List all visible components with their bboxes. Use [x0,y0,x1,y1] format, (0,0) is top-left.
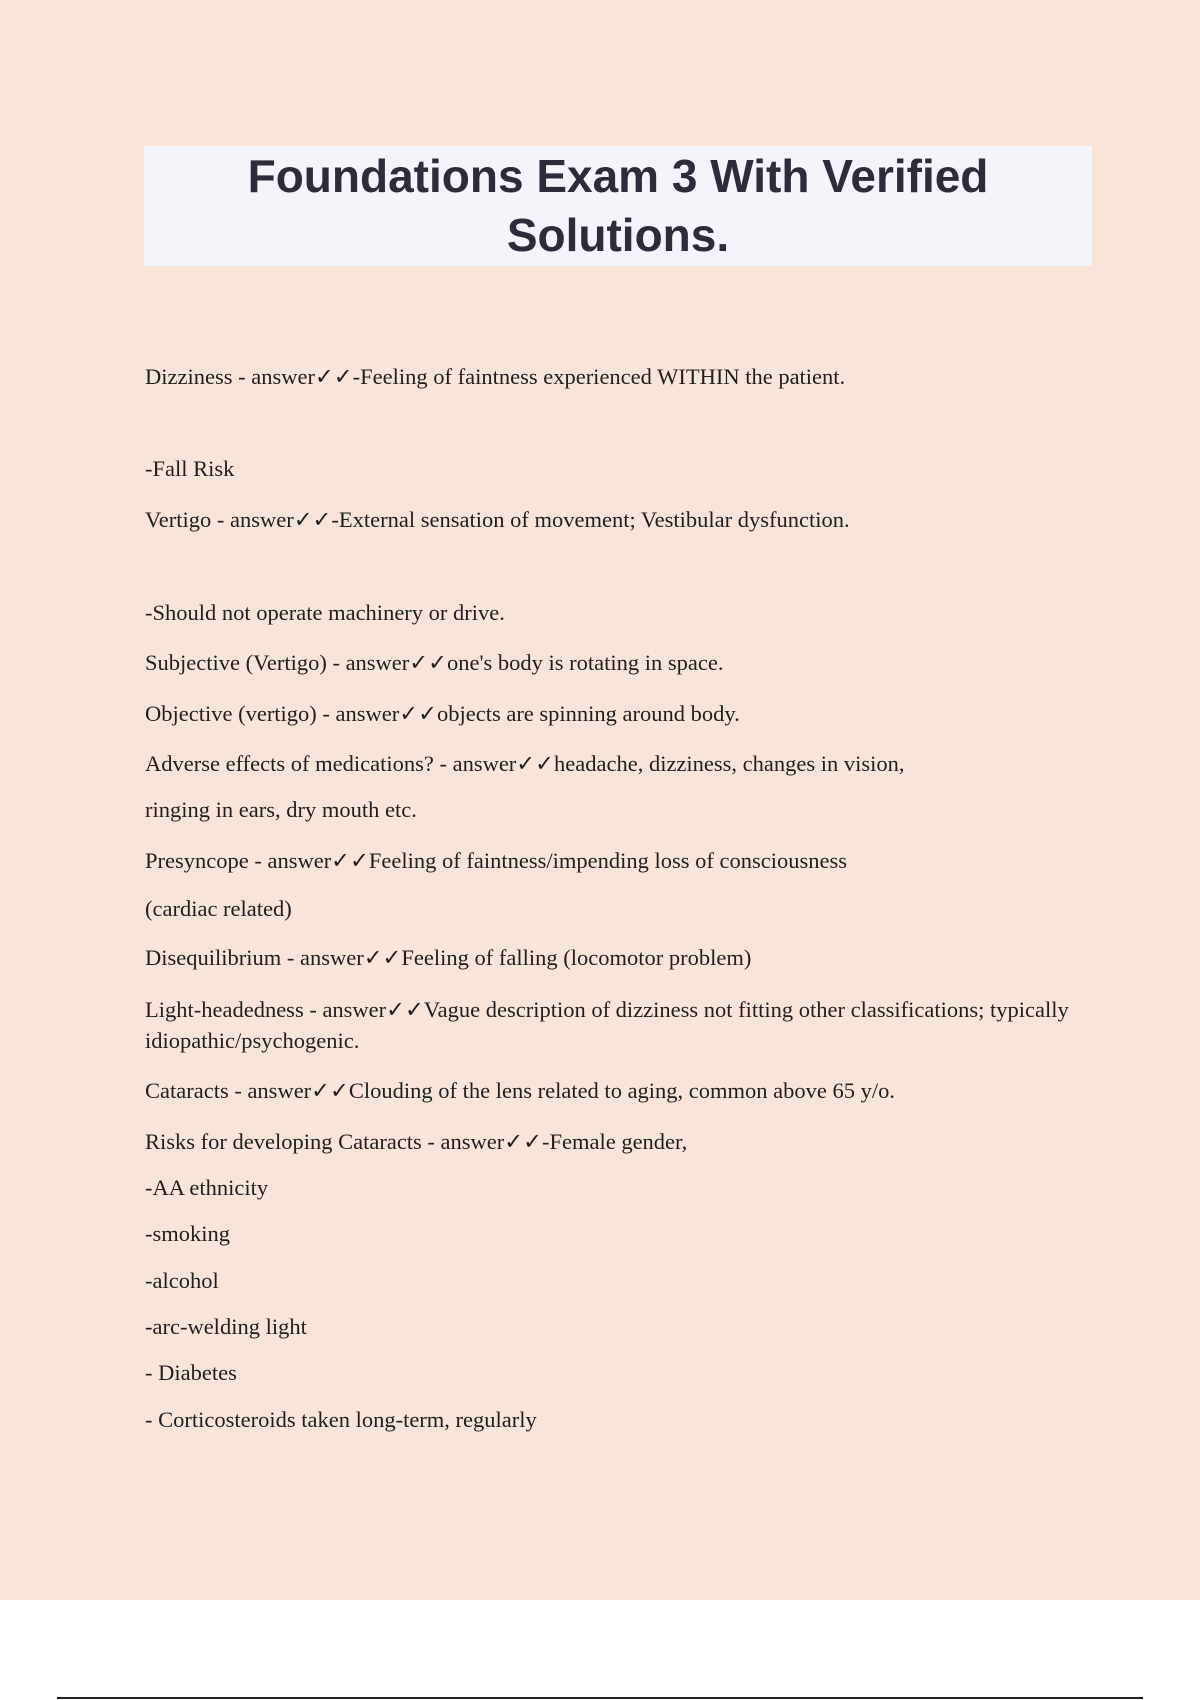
list-item-aa-ethnicity: -AA ethnicity [145,1175,269,1200]
list-item-smoking: -smoking [145,1221,231,1246]
title-banner [144,146,1092,266]
text-line-no-machinery: -Should not operate machinery or drive. [145,600,505,625]
list-item-alcohol: -alcohol [145,1268,219,1293]
text-line-cataracts: Cataracts - answer✓✓Clouding of the lens related to aging, common above 65 y/o. [145,1078,896,1103]
text-line-presyncope: Presyncope - answer✓✓Feeling of faintness/impending loss of consciousness [145,848,847,873]
text-line-disequilibrium: Disequilibrium - answer✓✓Feeling of falling (locomotor problem) [145,945,752,970]
list-item-arc-welding: -arc-welding light [145,1314,307,1339]
text-line-adverse-effects: Adverse effects of medications? - answer✓✓headache, dizziness, changes in vision, [145,751,905,776]
text-line-light-headedness: Light-headedness - answer✓✓Vague description of dizziness not fitting other classifications; typically idiopathic/psychogenic. [145,997,1069,1053]
list-item-corticosteroids: - Corticosteroids taken long-term, regularly [145,1407,537,1432]
page-bottom-rule [57,1697,1143,1699]
text-line-vertigo: Vertigo - answer✓✓-External sensation of movement; Vestibular dysfunction. [145,507,850,532]
document-title: Foundations Exam 3 With Verified Solutions. [247,150,989,261]
text-line-subjective-vertigo: Subjective (Vertigo) - answer✓✓one's body is rotating in space. [145,650,724,675]
text-line-presyncope-cont: (cardiac related) [145,896,292,921]
text-line-dizziness: Dizziness - answer✓✓-Feeling of faintness experienced WITHIN the patient. [145,364,846,389]
list-item-diabetes: - Diabetes [145,1360,237,1385]
text-line-objective-vertigo: Objective (vertigo) - answer✓✓objects are spinning around body. [145,701,740,726]
text-line-adverse-effects-cont: ringing in ears, dry mouth etc. [145,797,417,822]
text-line-fall-risk: -Fall Risk [145,456,235,481]
text-line-cataract-risks: Risks for developing Cataracts - answer✓✓-Female gender, [145,1129,688,1154]
